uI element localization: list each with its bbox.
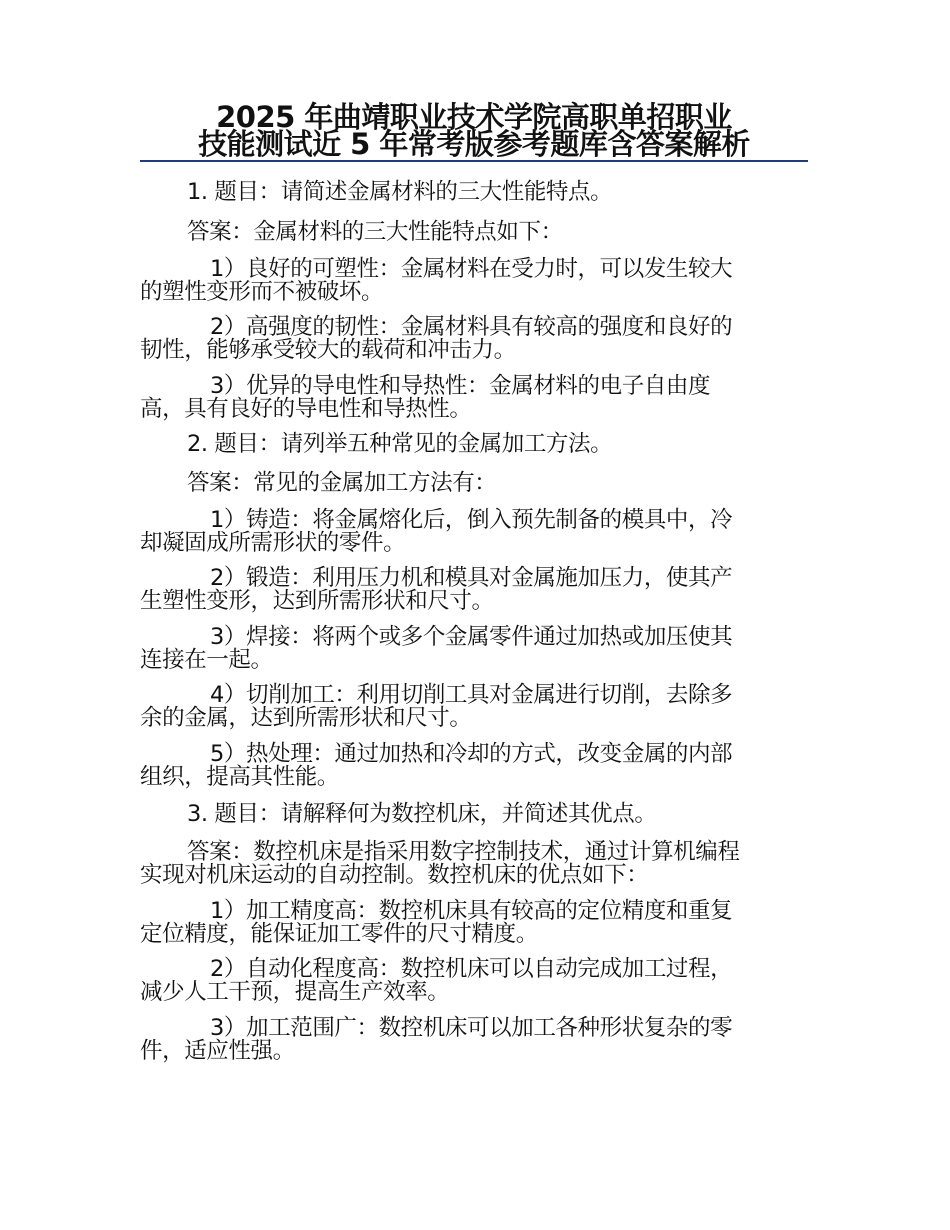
paragraph-line: 3）焊接：将两个或多个金属零件通过加热或加压使其: [210, 624, 733, 650]
paragraph-line: 韧性，能够承受较大的载荷和冲击力。: [140, 337, 516, 363]
answer-2-intro: [140, 472, 812, 495]
paragraph-line: 答案：金属材料的三大性能特点如下：: [187, 219, 563, 245]
paragraph-line: 1）加工精度高：数控机床具有较高的定位精度和重复: [210, 898, 733, 924]
answer-1-intro: [140, 221, 812, 244]
answer-2-item-2: [140, 567, 812, 613]
answer-2-item-3: [140, 626, 812, 672]
answer-1-item-3: [140, 375, 812, 421]
paragraph-line: 答案：数控机床是指采用数字控制技术，通过计算机编程: [187, 839, 740, 865]
paragraph-line: 5）热处理：通过加热和冷却的方式，改变金属的内部: [210, 741, 733, 767]
paragraph-line: 1）铸造：将金属熔化后，倒入预先制备的模具中，冷: [210, 507, 733, 533]
paragraph-line: 件，适应性强。: [140, 1038, 295, 1064]
paragraph-line: 组织，提高其性能。: [140, 764, 339, 790]
answer-1-item-2: [140, 316, 812, 362]
paragraph-line: 生塑性变形，达到所需形状和尺寸。: [140, 588, 494, 614]
title-underline: [140, 160, 808, 162]
paragraph-line: 定位精度，能保证加工零件的尺寸精度。: [140, 921, 538, 947]
paragraph-line: 3. 题目：请解释何为数控机床，并简述其优点。: [187, 801, 657, 827]
paragraph-line: 2）锻造：利用压力机和模具对金属施加压力，使其产: [210, 565, 733, 591]
paragraph-line: 2）高强度的韧性：金属材料具有较高的强度和良好的: [210, 314, 733, 340]
paragraph-line: 3）优异的导电性和导热性：金属材料的电子自由度: [210, 373, 711, 399]
title-line-2: 技能测试近 5 年常考版参考题库含答案解析: [198, 127, 750, 161]
answer-2-item-4: [140, 684, 812, 730]
answer-2-item-1: [140, 509, 812, 555]
question-2: [140, 433, 812, 456]
paragraph-line: 实现对机床运动的自动控制。数控机床的优点如下：: [140, 862, 649, 888]
title-line-1: 2025 年曲靖职业技术学院高职单招职业: [216, 100, 732, 134]
paragraph-line: 高，具有良好的导电性和导热性。: [140, 396, 472, 422]
paragraph-line: 减少人工干预，提高生产效率。: [140, 979, 450, 1005]
document-title: [140, 100, 808, 161]
answer-1-item-1: [140, 258, 812, 304]
paragraph-line: 却凝固成所需形状的零件。: [140, 530, 406, 556]
paragraph-line: 1）良好的可塑性：金属材料在受力时，可以发生较大: [210, 256, 733, 282]
answer-3-item-3: [140, 1017, 812, 1063]
question-1: [140, 181, 812, 204]
paragraph-line: 的塑性变形而不被破坏。: [140, 279, 384, 305]
answer-3-intro: [140, 841, 812, 887]
question-3: [140, 803, 812, 826]
paragraph-line: 3）加工范围广：数控机床可以加工各种形状复杂的零: [210, 1015, 733, 1041]
paragraph-line: 答案：常见的金属加工方法有：: [187, 470, 497, 496]
paragraph-line: 2）自动化程度高：数控机床可以自动完成加工过程，: [210, 956, 733, 982]
paragraph-line: 余的金属，达到所需形状和尺寸。: [140, 705, 472, 731]
paragraph-line: 2. 题目：请列举五种常见的金属加工方法。: [187, 431, 613, 457]
answer-3-item-1: [140, 900, 812, 946]
paragraph-line: 连接在一起。: [140, 647, 273, 673]
paragraph-line: 1. 题目：请简述金属材料的三大性能特点。: [187, 179, 613, 205]
answer-3-item-2: [140, 958, 812, 1004]
paragraph-line: 4）切削加工：利用切削工具对金属进行切削，去除多: [210, 682, 733, 708]
answer-2-item-5: [140, 743, 812, 789]
